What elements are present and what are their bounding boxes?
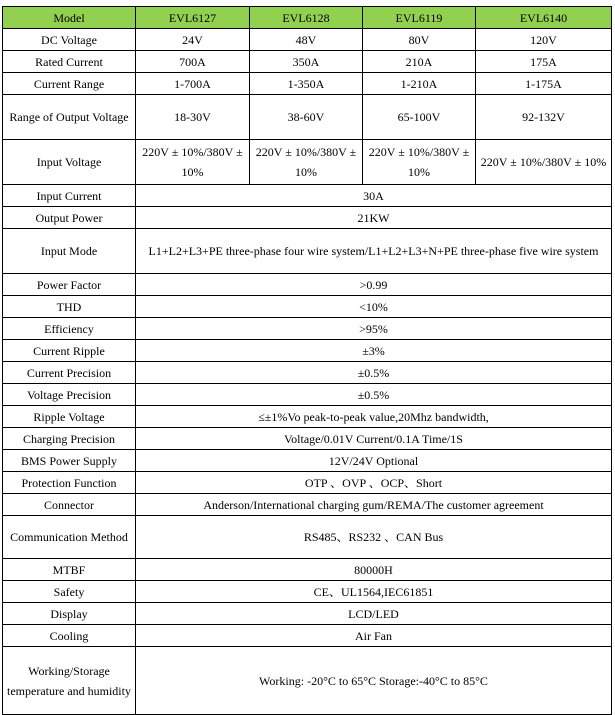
spec-row-label: Charging Precision (3, 428, 136, 450)
spec-row-value: 210A (363, 51, 476, 73)
spec-row (3, 296, 612, 318)
spec-row-label: Display (3, 603, 136, 625)
spec-row-value: <10% (136, 296, 612, 318)
spec-row (3, 340, 612, 362)
spec-row-value: ≤±1%Vo peak-to-peak value,20Mhz bandwidth, (136, 406, 612, 428)
spec-row-value: Air Fan (136, 625, 612, 647)
spec-row-label: Power Factor (3, 274, 136, 296)
spec-row-value: 92-132V (476, 95, 612, 140)
spec-row (3, 559, 612, 581)
spec-row-value: 21KW (136, 207, 612, 229)
spec-row-value: 65-100V (363, 95, 476, 140)
spec-row-label: Safety (3, 581, 136, 603)
spec-row-label: Communication Method (3, 516, 136, 559)
spec-row (3, 384, 612, 406)
spec-row-label: Input Voltage (3, 140, 136, 185)
spec-row-label: Range of Output Voltage (3, 95, 136, 140)
spec-row-value: 12V/24V Optional (136, 450, 612, 472)
spec-row (3, 207, 612, 229)
spec-row-value: 1-175A (476, 73, 612, 95)
spec-row (3, 494, 612, 516)
spec-row (3, 603, 612, 625)
header-model-name: EVL6119 (363, 7, 476, 29)
spec-row-value: 120V (476, 29, 612, 51)
spec-row-label: Input Current (3, 185, 136, 207)
spec-row-label: Output Power (3, 207, 136, 229)
header-row (3, 7, 612, 29)
spec-row (3, 362, 612, 384)
spec-row (3, 318, 612, 340)
spec-row (3, 450, 612, 472)
spec-row (3, 29, 612, 51)
spec-row-value: 38-60V (250, 95, 363, 140)
header-model-name: EVL6128 (250, 7, 363, 29)
spec-row-label: Efficiency (3, 318, 136, 340)
spec-row (3, 185, 612, 207)
spec-row-value: 220V ± 10%/380V ± 10% (476, 140, 612, 185)
spec-row-label: Working/Storage temperature and humidity (3, 647, 136, 715)
spec-row-value: 24V (136, 29, 250, 51)
spec-row-value: RS485、RS232 、CAN Bus (136, 516, 612, 559)
spec-row-value: 18-30V (136, 95, 250, 140)
spec-row-label: THD (3, 296, 136, 318)
spec-row-value: ±0.5% (136, 384, 612, 406)
spec-row-value: Anderson/International charging gum/REMA/The customer agreement (136, 494, 612, 516)
spec-row-label: Rated Current (3, 51, 136, 73)
spec-row-value: CE、UL1564,IEC61851 (136, 581, 612, 603)
spec-row-label: Connector (3, 494, 136, 516)
spec-row-value: 350A (250, 51, 363, 73)
header-model-label: Model (3, 7, 136, 29)
spec-row-label: MTBF (3, 559, 136, 581)
spec-row-value: 80V (363, 29, 476, 51)
spec-row-label: Ripple Voltage (3, 406, 136, 428)
spec-row (3, 95, 612, 140)
spec-row-value: 220V ± 10%/380V ± 10% (250, 140, 363, 185)
spec-row-value: 1-350A (250, 73, 363, 95)
spec-row (3, 229, 612, 274)
spec-row-value: 80000H (136, 559, 612, 581)
spec-row-value: >0.99 (136, 274, 612, 296)
spec-row-label: Current Precision (3, 362, 136, 384)
spec-table (2, 6, 612, 715)
spec-row (3, 274, 612, 296)
spec-row-label: DC Voltage (3, 29, 136, 51)
spec-row-label: Voltage Precision (3, 384, 136, 406)
spec-table-body (3, 29, 612, 715)
spec-row-value: 1-210A (363, 73, 476, 95)
spec-row (3, 516, 612, 559)
spec-row-value: 220V ± 10%/380V ± 10% (136, 140, 250, 185)
spec-row-label: Cooling (3, 625, 136, 647)
spec-row (3, 73, 612, 95)
spec-row-value: 30A (136, 185, 612, 207)
spec-row-value: 175A (476, 51, 612, 73)
spec-row (3, 140, 612, 185)
spec-row (3, 472, 612, 494)
spec-row (3, 625, 612, 647)
spec-row (3, 51, 612, 73)
spec-row-label: Current Ripple (3, 340, 136, 362)
spec-row (3, 581, 612, 603)
spec-row (3, 647, 612, 715)
header-model-name: EVL6127 (136, 7, 250, 29)
spec-row (3, 406, 612, 428)
spec-row-value: L1+L2+L3+PE three-phase four wire system/L1+L2+L3+N+PE three-phase five wire system (136, 229, 612, 274)
spec-row-value: 220V ± 10%/380V ± 10% (363, 140, 476, 185)
spec-row-value: Working: -20°C to 65°C Storage:-40°C to 85°C (136, 647, 612, 715)
spec-row-value: 700A (136, 51, 250, 73)
spec-row-value: >95% (136, 318, 612, 340)
spec-row-label: BMS Power Supply (3, 450, 136, 472)
spec-row-label: Input Mode (3, 229, 136, 274)
spec-row-label: Current Range (3, 73, 136, 95)
header-model-name: EVL6140 (476, 7, 612, 29)
spec-row-label: Protection Function (3, 472, 136, 494)
spec-row-value: ±0.5% (136, 362, 612, 384)
spec-row-value: ±3% (136, 340, 612, 362)
spec-row-value: 48V (250, 29, 363, 51)
spec-row-value: LCD/LED (136, 603, 612, 625)
spec-row-value: Voltage/0.01V Current/0.1A Time/1S (136, 428, 612, 450)
spec-row (3, 428, 612, 450)
spec-row-value: 1-700A (136, 73, 250, 95)
spec-row-value: OTP 、OVP 、OCP、Short (136, 472, 612, 494)
